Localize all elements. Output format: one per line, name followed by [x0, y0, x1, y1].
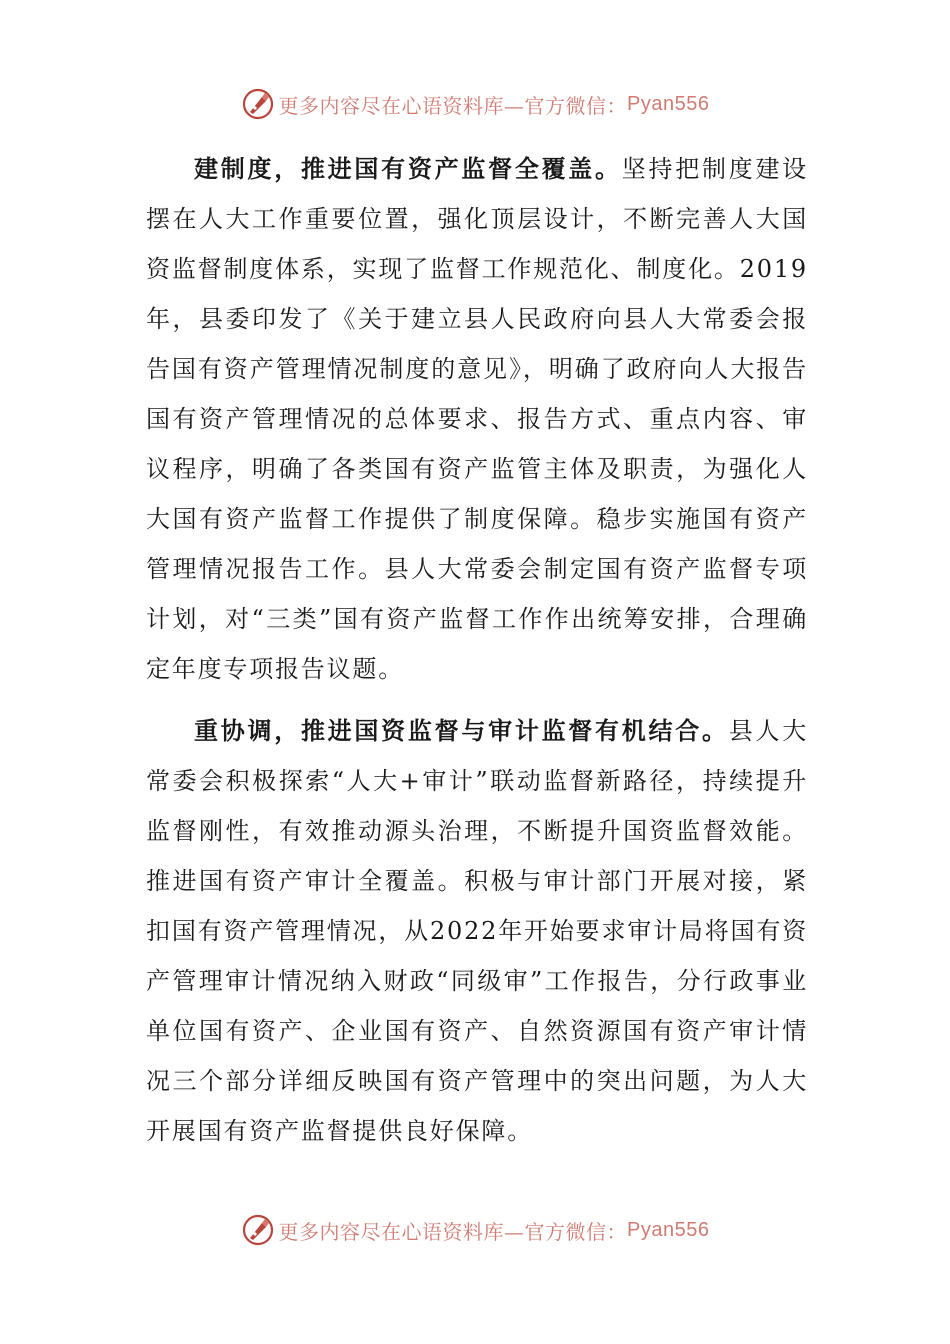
footer-watermark-banner [0, 1208, 950, 1252]
document-body [146, 144, 808, 1156]
paragraph-2-heading: 重协调，推进国资监督与审计监督有机结合。 [194, 716, 729, 745]
header-watermark-banner [0, 82, 950, 126]
pen-nib-logo-icon [241, 1213, 275, 1247]
paragraph-1-heading: 建制度，推进国有资产监督全覆盖。 [194, 154, 622, 183]
paragraph-2 [146, 706, 808, 1156]
pen-nib-logo-icon [241, 87, 275, 121]
banner-text: 更多内容尽在心语资料库—官方微信： [278, 93, 628, 118]
paragraph-1 [146, 144, 808, 694]
paragraph-2-body: 县人大常委会积极探索“人大+审计”联动监督新路径，持续提升监督刚性，有效推动源头治理，不断提升国资监督效能。推进国有资产审计全覆盖。积极与审计部门开展对接，紧扣国有资产管理情况，从2022年开始要求审计局将国有资产管理审计情况纳入财政“同级审”工作报告，分行政事业单位国有资产、企业国有资产、自然资源国有资产审计情况三个部分详细反映国有资产管理中的突出问题，为人大开展国有资产监督提供良好保障。 [146, 717, 809, 1145]
banner-text: 更多内容尽在心语资料库—官方微信： [278, 1219, 628, 1244]
banner-wechat-id: Pyan556 [627, 92, 710, 115]
banner-wechat-id: Pyan556 [627, 1218, 710, 1241]
paragraph-1-body: 坚持把制度建设摆在人大工作重要位置，强化顶层设计，不断完善人大国资监督制度体系，实现了监督工作规范化、制度化。2019年，县委印发了《关于建立县人民政府向县人大常委会报告国有资产管理情况制度的意见》，明确了政府向人大报告国有资产管理情况的总体要求、报告方式、重点内容、审议程序，明确了各类国有资产监管主体及职责，为强化人大国有资产监督工作提供了制度保障。稳步实施国有资产管理情况报告工作。县人大常委会制定国有资产监督专项计划，对“三类”国有资产监督工作作出统筹安排，合理确定年度专项报告议题。 [146, 155, 808, 683]
